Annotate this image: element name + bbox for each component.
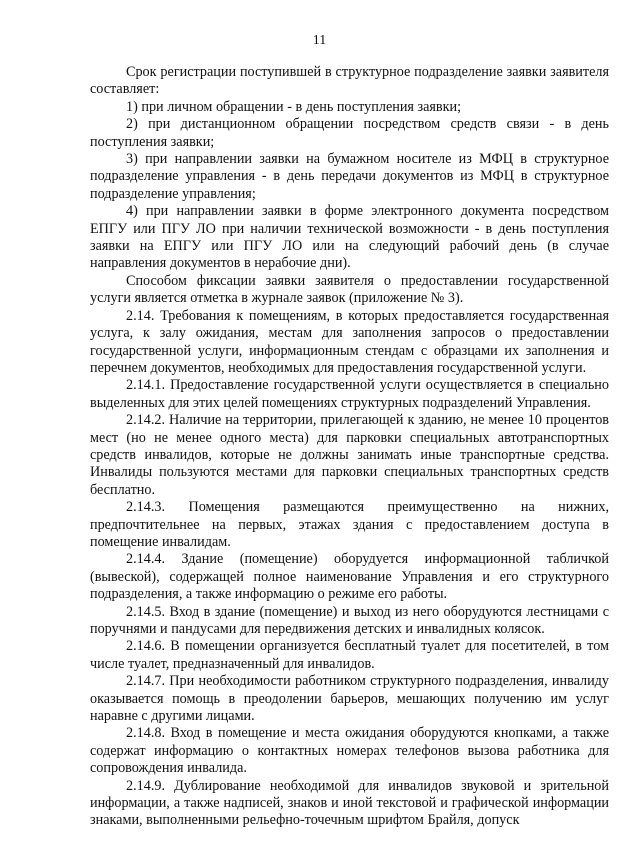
paragraph-2-14-3: 2.14.3. Помещения размещаются преимущественно на нижних, предпочтительнее на первых, этажах здания с предоставлением доступа в помещение инвалидам. (90, 499, 609, 550)
page-number: 11 (312, 33, 327, 48)
paragraph-2-14-6: 2.14.6. В помещении организуется бесплатный туалет для посетителей, в том числе туалет, предназначенный для инвалидов. (90, 638, 609, 672)
paragraph-2-14-8: 2.14.8. Вход в помещение и места ожидания оборудуются кнопками, а также содержат информацию о контактных номерах телефонов вызова работника для сопровождения инвалида. (90, 725, 609, 777)
paragraph-mfc-paper: 3) при направлении заявки на бумажном носителе из МФЦ в структурное подразделение управления - в день передачи документов из МФЦ в структурное подразделение управления; (90, 151, 609, 202)
paragraph-2-14-2: 2.14.2. Наличие на территории, прилегающей к зданию, не менее 10 процентов мест (но не менее одного места) для парковки специальных автотранспортных средств инвалидов, которые не должны занимать иные транспортные средства. Инвалиды пользуются местами для парковки специальных транспортных средств бесплатно. (90, 412, 609, 498)
paragraph-electronic-request: 4) при направлении заявки в форме электронного документа посредством ЕПГУ или ПГУ ЛО при наличии технической возможности - в день поступления заявки на ЕПГУ или ПГУ ЛО или на следующий рабочий день (в случае направления документов в нерабочие дни). (90, 203, 609, 272)
paragraph-2-14: 2.14. Требования к помещениям, в которых предоставляется государственная услуга, к залу ожидания, местам для заполнения запросов о предоставлении государственной услуги, информационным стендам с образцами их заполнения и перечнем документов, необходимых для предоставления государственной услуги. (90, 307, 609, 376)
paragraph-2-14-5: 2.14.5. Вход в здание (помещение) и выход из него оборудуются лестницами с поручнями и пандусами для передвижения детских и инвалидных колясок. (90, 603, 609, 637)
paragraph-2-14-7: 2.14.7. При необходимости работником структурного подразделения, инвалиду оказывается помощь в преодолении барьеров, мешающих получению им услуг наравне с другими лицами. (90, 673, 609, 725)
paragraph-fixation-method: Способом фиксации заявки заявителя о предоставлении государственной услуги является отметка в журнале заявок (приложение № 3). (90, 272, 609, 307)
paragraph-remote-request: 2) при дистанционном обращении посредством средств связи - в день поступления заявки; (90, 116, 609, 150)
document-body (90, 64, 609, 830)
paragraph-2-14-9: 2.14.9. Дублирование необходимой для инвалидов звуковой и зрительной информации, а также надписей, знаков и иной текстовой и графической информации знаками, выполненными рельефно-точечным шрифтом Брайля, допуск (90, 777, 609, 829)
paragraph-2-14-1: 2.14.1. Предоставление государственной услуги осуществляется в специально выделенных для этих целей помещениях структурных подразделений Управления. (90, 377, 609, 411)
paragraph-personal-request: 1) при личном обращении - в день поступления заявки; (126, 98, 462, 115)
paragraph-2-14-4: 2.14.4. Здание (помещение) оборудуется информационной табличкой (вывеской), содержащей полное наименование Управления и его структурного подразделения, а также информацию о режиме его работы. (90, 551, 609, 603)
paragraph-registration-term: Срок регистрации поступившей в структурное подразделение заявки заявителя составляет: (90, 64, 609, 98)
